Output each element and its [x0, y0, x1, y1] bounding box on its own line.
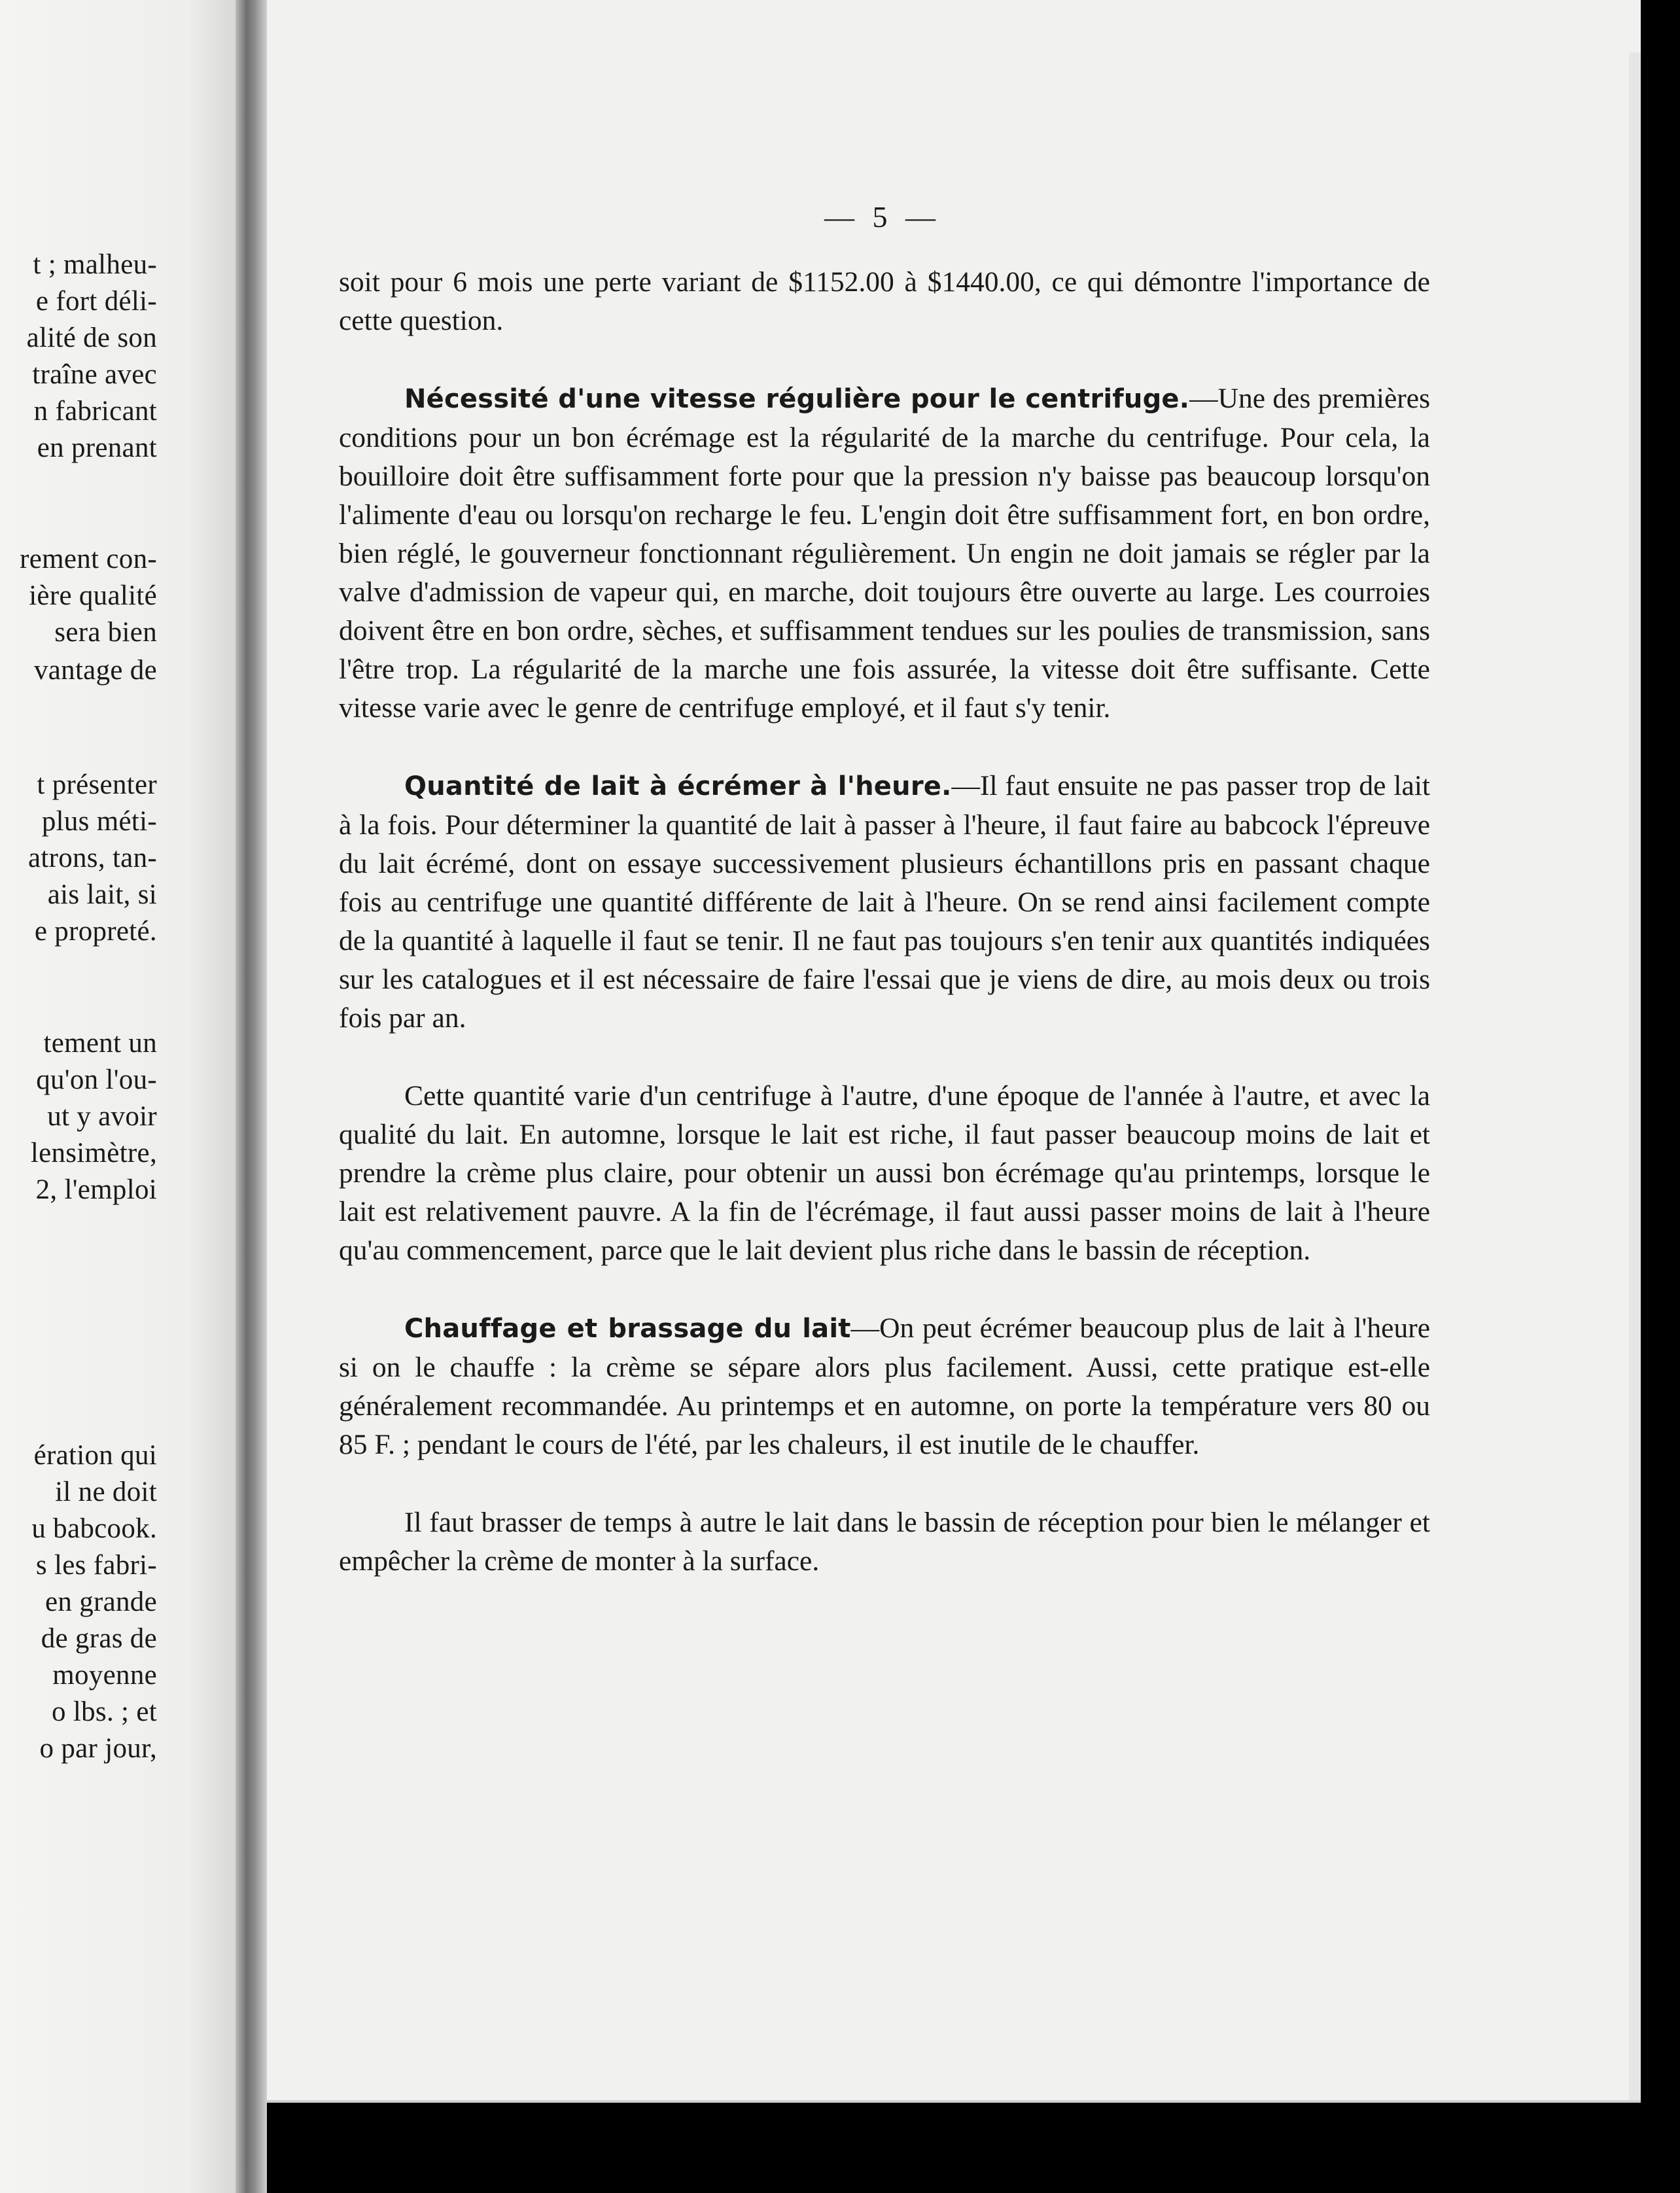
left-line: ération qui [33, 1440, 157, 1471]
paragraph [339, 1309, 1430, 1464]
left-line: t ; malheu- [33, 249, 157, 280]
left-line: u babcook. [31, 1513, 157, 1544]
paragraph [339, 379, 1430, 728]
paragraph-text: Cette quantité varie d'un centrifuge à l'autre, d'une époque de l'année à l'autre, et avec la qualité du lait. En automne, lorsque le lait est riche, il faut passer beaucoup moins de lait et prendre la crème plus claire, pour obtenir un aussi bon écrémage qu'au printemps, lorsque le lait est relativement pauvre. A la fin de l'écrémage, il faut aussi passer moins de lait à l'heure qu'au commencement, parce que le lait devient plus riche dans le bassin de réception. [339, 1080, 1430, 1266]
left-line: vantage de [33, 655, 157, 686]
left-line: en grande [44, 1587, 157, 1617]
section-heading: Quantité de lait à écrémer à l'heure. [404, 771, 952, 801]
paragraph-text: soit pour 6 mois une perte variant de $1152.00 à $1440.00, ce qui démontre l'importance de cette question. [339, 266, 1430, 336]
left-line: ut y avoir [47, 1101, 157, 1132]
paragraph-text: —Il faut ensuite ne pas passer trop de lait à la fois. Pour déterminer la quantité de lait à passer à l'heure, il faut faire au babcock l'épreuve du lait écrémé, dont on essaye successivement plusieurs échantillons pris en passant chaque fois au centrifuge une quantité différente de lait à l'heure. On se rend ainsi facilement compte de la quantité à laquelle il faut se tenir. Il ne faut pas toujours s'en tenir aux quantités indiquées sur les catalogues et il est nécessaire de faire l'essai que je viens de dire, au mois deux ou trois fois par an. [339, 770, 1430, 1034]
page-body [339, 263, 1430, 1581]
left-line: 2, l'emploi [35, 1174, 157, 1205]
left-line: e propreté. [34, 916, 157, 947]
left-page [0, 0, 236, 2193]
paragraph [339, 263, 1430, 340]
left-line: n fabricant [33, 396, 157, 427]
left-line: o lbs. ; et [52, 1696, 157, 1727]
left-line: o par jour, [39, 1733, 157, 1764]
left-line: plus méti- [41, 806, 157, 837]
paragraph-text: —On peut écrémer beaucoup plus de lait à l'heure si on le chauffe : la crème se sépare alors plus facilement. Aussi, cette pratique est-elle généralement recommandée. Au printemps et en automne, on porte la température vers 80 ou 85 F. ; pendant le cours de l'été, par les chaleurs, il est inutile de le chauffer. [339, 1312, 1430, 1460]
left-line: moyenne [52, 1660, 157, 1691]
left-line: traîne avec [32, 359, 157, 390]
left-line: alité de son [26, 323, 157, 353]
left-line: en prenant [37, 432, 157, 463]
book-spine [236, 0, 267, 2193]
page-edge [1629, 52, 1641, 2100]
page-number: — 5 — [824, 200, 941, 234]
left-line: e fort déli- [35, 286, 157, 317]
left-line: atrons, tan- [27, 843, 157, 873]
paragraph [339, 1503, 1430, 1581]
section-heading: Nécessité d'une vitesse régulière pour le centrifuge. [404, 384, 1190, 414]
paragraph [339, 767, 1430, 1038]
left-line: s les fabri- [35, 1550, 157, 1581]
left-line: qu'on l'ou- [36, 1064, 157, 1095]
paragraph-text: Il faut brasser de temps à autre le lait dans le bassin de réception pour bien le mélanger et empêcher la crème de monter à la surface. [339, 1507, 1430, 1577]
left-line: il ne doit [55, 1477, 157, 1507]
left-line: lensimètre, [30, 1138, 157, 1168]
left-line: sera bien [54, 617, 157, 648]
left-line: rement con- [20, 544, 157, 574]
left-line: ière qualité [29, 580, 157, 611]
left-line: de gras de [41, 1623, 157, 1654]
left-line: ais lait, si [47, 879, 157, 910]
paragraph [339, 1077, 1430, 1270]
section-heading: Chauffage et brassage du lait [404, 1314, 851, 1344]
left-line: tement un [43, 1028, 157, 1059]
paragraph-text: —Une des premières conditions pour un bon écrémage est la régularité de la marche du centrifuge. Pour cela, la bouilloire doit être suffisamment forte pour que la pression n'y baisse pas beaucoup lorsqu'on l'alimente d'eau ou lorsqu'on recharge le feu. L'engin doit être suffisamment fort, en bon ordre, bien réglé, le gouverneur fonctionnant régulièrement. Un engin ne doit jamais se régler par la valve d'admission de vapeur qui, en marche, doit toujours être ouverte au large. Les courroies doivent être en bon ordre, sèches, et suffisamment tendues sur les poulies de transmission, sans l'être trop. La régularité de la marche une fois assurée, la vitesse doit être suffisante. Cette vitesse varie avec le genre de centrifuge employé, et il faut s'y tenir. [339, 383, 1430, 724]
left-line: t présenter [37, 769, 157, 800]
